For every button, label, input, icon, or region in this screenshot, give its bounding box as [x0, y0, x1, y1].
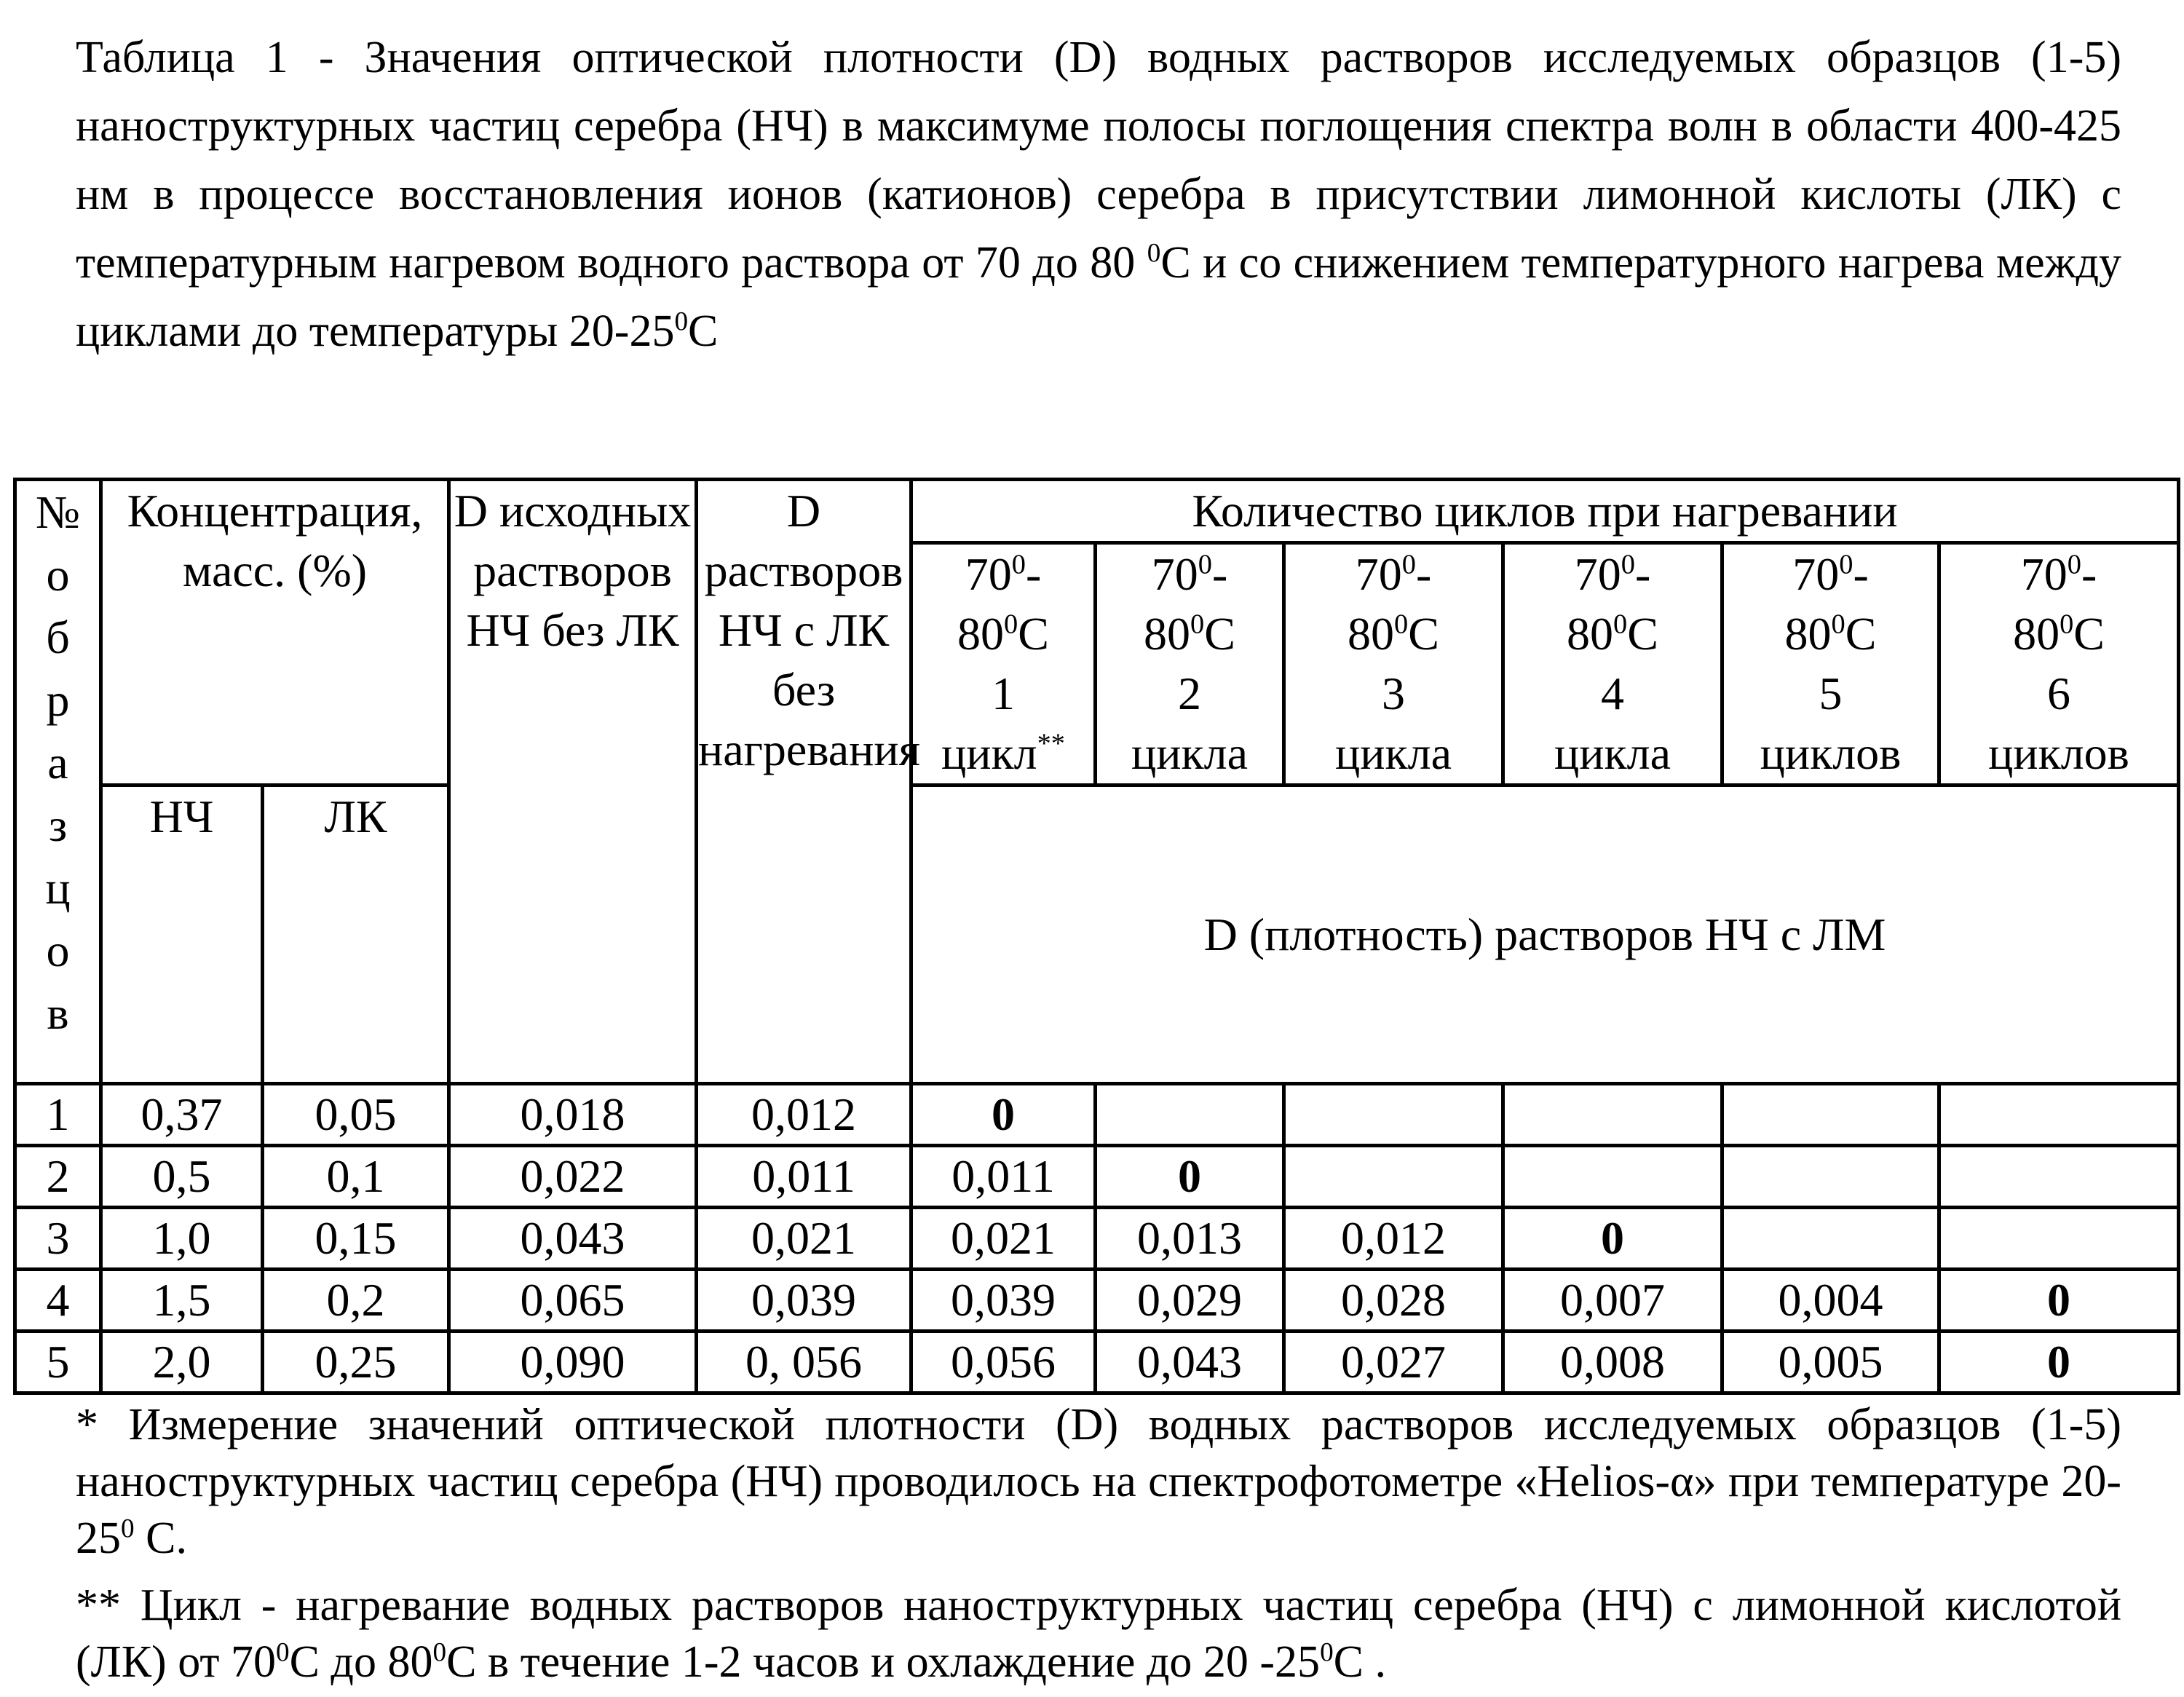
nch-value: 2,0	[101, 1332, 263, 1393]
cycle-word: цикл	[941, 727, 1037, 779]
cycle-3-value	[1284, 1084, 1503, 1146]
dash: -	[1415, 548, 1432, 600]
cycle-6-value	[1939, 1084, 2179, 1146]
temp-from: 70	[1574, 548, 1621, 600]
cycle-4-value: 0,008	[1503, 1332, 1722, 1393]
cycle-4-value	[1503, 1146, 1722, 1208]
degree-superscript: 0	[1394, 609, 1409, 640]
d-initial-header: D исходных растворов НЧ без ЛК	[449, 480, 697, 1084]
footnote-mark: **	[1037, 728, 1065, 759]
celsius: С	[2073, 608, 2105, 660]
letter: з	[48, 799, 68, 851]
cycle-number: 3	[1382, 668, 1405, 719]
cycle-6-value	[1939, 1208, 2179, 1270]
degree-superscript: 0	[1621, 549, 1635, 580]
cycle-6-value: 0	[1939, 1332, 2179, 1393]
degree-superscript: 0	[1011, 549, 1026, 580]
sample-number: 5	[15, 1332, 101, 1393]
cycle-header-4	[1503, 543, 1722, 786]
dash: -	[1025, 548, 1042, 600]
header-row-1	[15, 480, 2179, 543]
cycle-header-3	[1284, 543, 1503, 786]
lk-header: ЛК	[263, 786, 449, 1084]
nch-header: НЧ	[101, 786, 263, 1084]
degree-superscript: 0	[1320, 1637, 1334, 1668]
d-initial-value: 0,043	[449, 1208, 697, 1270]
dash: -	[1634, 548, 1651, 600]
temp-to: 80	[2013, 608, 2060, 660]
sample-number: 1	[15, 1084, 101, 1146]
lk-value: 0,15	[263, 1208, 449, 1270]
degree-superscript: 0	[1839, 549, 1853, 580]
footnote-2-end: С .	[1333, 1637, 1387, 1687]
cycle-2-value	[1096, 1084, 1284, 1146]
degree-superscript: 0	[275, 1637, 290, 1668]
letter: ц	[45, 862, 71, 914]
d-no-heat-header: D растворов НЧ с ЛК без нагревания	[697, 480, 911, 1084]
temp-to: 80	[957, 608, 1005, 660]
degree-superscript: 0	[1831, 609, 1845, 640]
d-initial-value: 0,022	[449, 1146, 697, 1208]
sample-number: 3	[15, 1208, 101, 1270]
cycle-number: 4	[1601, 668, 1624, 719]
cycle-1-value: 0	[911, 1084, 1096, 1146]
sample-number-header	[15, 480, 101, 1084]
degree-superscript: 0	[1004, 609, 1018, 640]
degree-superscript: 0	[1613, 609, 1628, 640]
concentration-header: Концентрация, масс. (%)	[101, 480, 449, 786]
temp-from: 70	[965, 548, 1012, 600]
temp-from: 70	[1151, 548, 1198, 600]
caption-text-end: С	[688, 306, 719, 356]
temp-from: 70	[2020, 548, 2068, 600]
degree-superscript: 0	[2067, 549, 2081, 580]
temp-from: 70	[1792, 548, 1840, 600]
nch-value: 0,37	[101, 1084, 263, 1146]
degree-superscript: 0	[432, 1637, 447, 1668]
degree-superscript: 0	[674, 306, 689, 337]
cycle-word: цикла	[1335, 727, 1452, 779]
d-initial-value: 0,090	[449, 1332, 697, 1393]
sample-number: 4	[15, 1270, 101, 1332]
cycle-5-value: 0,004	[1722, 1270, 1939, 1332]
cycle-header-2	[1096, 543, 1284, 786]
nch-value: 0,5	[101, 1146, 263, 1208]
footnote-2-text: С в течение 1-2 часов и охлаждение до 20 -25	[446, 1637, 1321, 1687]
cycle-4-value	[1503, 1084, 1722, 1146]
cycle-4-value: 0,007	[1503, 1270, 1722, 1332]
nch-value: 1,0	[101, 1208, 263, 1270]
header-row-3	[15, 786, 2179, 1084]
sample-number: 2	[15, 1146, 101, 1208]
table-caption	[76, 23, 2121, 365]
d-no-heat-value: 0,039	[697, 1270, 911, 1332]
table-row	[15, 1146, 2179, 1208]
letter: б	[46, 612, 70, 663]
cycle-2-value: 0,029	[1096, 1270, 1284, 1332]
temp-to: 80	[1348, 608, 1395, 660]
celsius: С	[1408, 608, 1439, 660]
degree-superscript: 0	[1190, 609, 1205, 640]
cycles-group-header: Количество циклов при нагревании	[911, 480, 2179, 543]
cycle-3-value: 0,012	[1284, 1208, 1503, 1270]
lk-value: 0,2	[263, 1270, 449, 1332]
cycle-header-1	[911, 543, 1096, 786]
cycle-4-value: 0	[1503, 1208, 1722, 1270]
cycle-word: цикла	[1554, 727, 1671, 779]
cycle-2-value: 0,013	[1096, 1208, 1284, 1270]
cycle-header-6	[1939, 543, 2179, 786]
cycle-number: 1	[992, 668, 1015, 719]
table-row	[15, 1084, 2179, 1146]
caption-text-mid: С и со снижением температурного нагрева между циклами до температуры 20-25	[76, 238, 2121, 356]
cycle-5-value	[1722, 1084, 1939, 1146]
footnotes	[76, 1396, 2121, 1690]
density-label: D (плотность) растворов НЧ с ЛМ	[911, 786, 2179, 1084]
footnote-2	[76, 1577, 2121, 1690]
table-row	[15, 1208, 2179, 1270]
cycle-3-value: 0,028	[1284, 1270, 1503, 1332]
celsius: С	[1018, 608, 1049, 660]
cycle-3-value: 0,027	[1284, 1332, 1503, 1393]
d-initial-value: 0,065	[449, 1270, 697, 1332]
density-table	[13, 478, 2180, 1395]
cycle-word: цикла	[1131, 727, 1248, 779]
footnote-2-text: ** Цикл - нагревание водных растворов наноструктурных частиц серебра (НЧ) с лимонной кислотой (ЛК) от 70	[76, 1581, 2121, 1687]
degree-superscript: 0	[121, 1514, 135, 1544]
cycle-word: циклов	[1988, 727, 2129, 779]
letter: о	[46, 549, 70, 601]
footnote-2-text: С до 80	[289, 1637, 433, 1687]
table-row	[15, 1332, 2179, 1393]
footnote-1	[76, 1396, 2121, 1567]
cycle-1-value: 0,011	[911, 1146, 1096, 1208]
d-initial-value: 0,018	[449, 1084, 697, 1146]
cycle-5-value	[1722, 1208, 1939, 1270]
caption-text: Таблица 1 - Значения оптической плотности (D) водных растворов исследуемых образцов (1-5) наноструктурных частиц серебра (НЧ) в максимуме полосы поглощения спектра волн в области 400-425 нм в процессе восстановления ионов (катионов) серебра в присутствии лимонной кислоты (ЛК) с температурным нагревом водного раствора от 70 до 80	[76, 33, 2121, 288]
letter: р	[46, 674, 70, 726]
cycle-header-5	[1722, 543, 1939, 786]
d-no-heat-value: 0,021	[697, 1208, 911, 1270]
cycle-number: 5	[1819, 668, 1843, 719]
letter: о	[46, 925, 70, 976]
dash: -	[1211, 548, 1228, 600]
cycle-2-value: 0,043	[1096, 1332, 1284, 1393]
celsius: С	[1845, 608, 1877, 660]
letter: №	[35, 486, 81, 538]
lk-value: 0,05	[263, 1084, 449, 1146]
lk-value: 0,1	[263, 1146, 449, 1208]
cycle-number: 2	[1178, 668, 1201, 719]
dash: -	[1853, 548, 1869, 600]
dash: -	[2081, 548, 2097, 600]
cycle-1-value: 0,021	[911, 1208, 1096, 1270]
table-row	[15, 1270, 2179, 1332]
cycle-3-value	[1284, 1146, 1503, 1208]
letter: а	[47, 737, 68, 788]
celsius: С	[1204, 608, 1235, 660]
degree-superscript: 0	[1198, 549, 1212, 580]
cycle-6-value	[1939, 1146, 2179, 1208]
cycle-5-value: 0,005	[1722, 1332, 1939, 1393]
cycle-6-value: 0	[1939, 1270, 2179, 1332]
temp-to: 80	[1144, 608, 1191, 660]
celsius: С	[1627, 608, 1658, 660]
cycle-word: циклов	[1760, 727, 1902, 779]
footnote-1-end: С.	[134, 1514, 187, 1563]
cycle-2-value: 0	[1096, 1146, 1284, 1208]
d-no-heat-value: 0, 056	[697, 1332, 911, 1393]
lk-value: 0,25	[263, 1332, 449, 1393]
degree-superscript: 0	[1401, 549, 1416, 580]
nch-value: 1,5	[101, 1270, 263, 1332]
temp-to: 80	[1784, 608, 1832, 660]
cycle-5-value	[1722, 1146, 1939, 1208]
letter: в	[47, 987, 69, 1039]
temp-to: 80	[1567, 608, 1614, 660]
d-no-heat-value: 0,011	[697, 1146, 911, 1208]
cycle-1-value: 0,039	[911, 1270, 1096, 1332]
degree-superscript: 0	[2060, 609, 2074, 640]
cycle-1-value: 0,056	[911, 1332, 1096, 1393]
temp-from: 70	[1355, 548, 1402, 600]
cycle-number: 6	[2047, 668, 2071, 719]
footnote-1-text: * Измерение значений оптической плотности (D) водных растворов исследуемых образцов (1-5) наноструктурных частиц серебра (НЧ) проводилось на спектрофотометре «Helios-α» при температуре 20-25	[76, 1400, 2121, 1563]
d-no-heat-value: 0,012	[697, 1084, 911, 1146]
degree-superscript: 0	[1147, 238, 1161, 269]
